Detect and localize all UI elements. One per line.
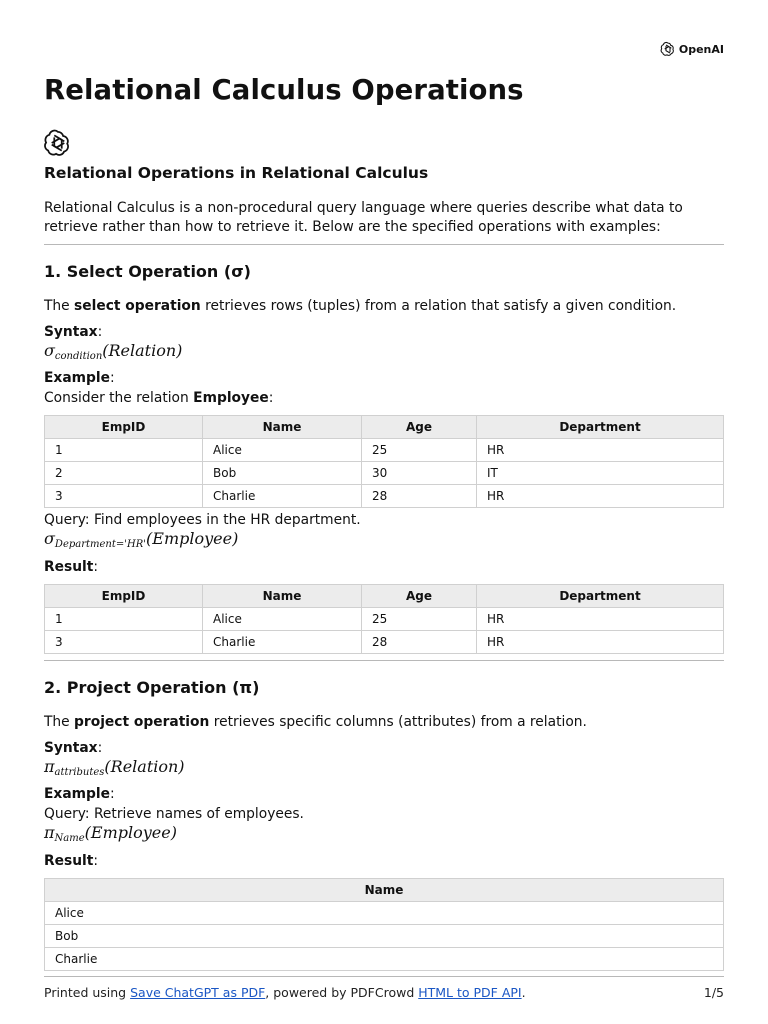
table-cell: Charlie [203, 485, 362, 508]
table-row [45, 925, 724, 948]
table-cell: 3 [45, 631, 203, 654]
table-row [45, 608, 724, 631]
table-row [45, 485, 724, 508]
select-query-formula: $\sigma_{Department='HR'}(Employee)$ [44, 529, 239, 550]
table-cell: 30 [362, 462, 477, 485]
select-query-text: Query: Find employees in the HR department. [44, 512, 361, 528]
divider [44, 976, 724, 977]
employee-table [44, 415, 724, 508]
brand-logo [660, 41, 724, 57]
column-header: Age [362, 416, 477, 439]
select-example-label: Example: [44, 370, 115, 386]
footer-text: , powered by PDFCrowd [265, 985, 419, 1000]
table-cell: HR [477, 439, 724, 462]
project-result-label: Result: [44, 853, 98, 869]
select-heading: 1. Select Operation (σ) [44, 262, 251, 281]
table-cell: Bob [45, 925, 724, 948]
intro-text: Relational Calculus is a non-procedural query language where queries describe what data to retrieve rather than how to retrieve it. Below are the specified operations with examples: [44, 200, 683, 235]
table-cell: Bob [203, 462, 362, 485]
project-query-text: Query: Retrieve names of employees. [44, 806, 304, 822]
column-header: Department [477, 416, 724, 439]
table-cell: 2 [45, 462, 203, 485]
project-heading: 2. Project Operation (π) [44, 678, 260, 697]
project-query-formula: $\pi_{Name}(Employee)$ [44, 823, 177, 844]
table-cell: Alice [203, 608, 362, 631]
table-cell: Alice [45, 902, 724, 925]
table-cell: Charlie [45, 948, 724, 971]
table-cell: Alice [203, 439, 362, 462]
select-consider-text: Consider the relation Employee: [44, 390, 274, 406]
table-row [45, 631, 724, 654]
column-header: EmpID [45, 585, 203, 608]
footer-text: Printed using [44, 985, 131, 1000]
select-result-table [44, 584, 724, 654]
table-row [45, 902, 724, 925]
column-header: Name [203, 416, 362, 439]
table-cell: HR [477, 485, 724, 508]
table-cell: 25 [362, 439, 477, 462]
html-to-pdf-api-link[interactable]: HTML to PDF API [418, 985, 522, 1000]
table-cell: 1 [45, 439, 203, 462]
column-header: EmpID [45, 416, 203, 439]
column-header: Department [477, 585, 724, 608]
footer: Printed using Save ChatGPT as PDF, powered by PDFCrowd HTML to PDF API. 1/5 [44, 985, 724, 1000]
openai-icon [660, 41, 676, 57]
select-syntax-label: Syntax: [44, 324, 103, 340]
save-chatgpt-pdf-link[interactable]: Save ChatGPT as PDF [130, 985, 266, 1000]
column-header: Name [45, 879, 724, 902]
column-header: Name [203, 585, 362, 608]
table-cell: 25 [362, 608, 477, 631]
brand-name: OpenAI [678, 42, 724, 56]
table-row [45, 462, 724, 485]
divider [44, 660, 724, 661]
page-title: Relational Calculus Operations [44, 74, 524, 106]
table-cell: HR [477, 608, 724, 631]
table-row [45, 948, 724, 971]
select-result-label: Result: [44, 559, 98, 575]
project-syntax-label: Syntax: [44, 740, 103, 756]
table-cell: 28 [362, 485, 477, 508]
project-syntax-formula: $\pi_{attributes}(Relation)$ [44, 757, 185, 778]
table-cell: 28 [362, 631, 477, 654]
subtitle: Relational Operations in Relational Calculus [44, 164, 429, 182]
project-description: The project operation retrieves specific columns (attributes) from a relation. [44, 714, 587, 730]
select-description: The select operation retrieves rows (tuples) from a relation that satisfy a given condition. [44, 298, 677, 314]
table-cell: IT [477, 462, 724, 485]
project-result-table [44, 878, 724, 971]
select-syntax-formula: $\sigma_{condition}(Relation)$ [44, 341, 183, 362]
project-example-label: Example: [44, 786, 115, 802]
table-cell: Charlie [203, 631, 362, 654]
table-cell: 1 [45, 608, 203, 631]
column-header: Age [362, 585, 477, 608]
table-cell: HR [477, 631, 724, 654]
page-number: 1/5 [703, 985, 724, 1000]
table-cell: 3 [45, 485, 203, 508]
chatgpt-avatar-icon [44, 129, 72, 157]
table-row [45, 439, 724, 462]
divider [44, 244, 724, 245]
